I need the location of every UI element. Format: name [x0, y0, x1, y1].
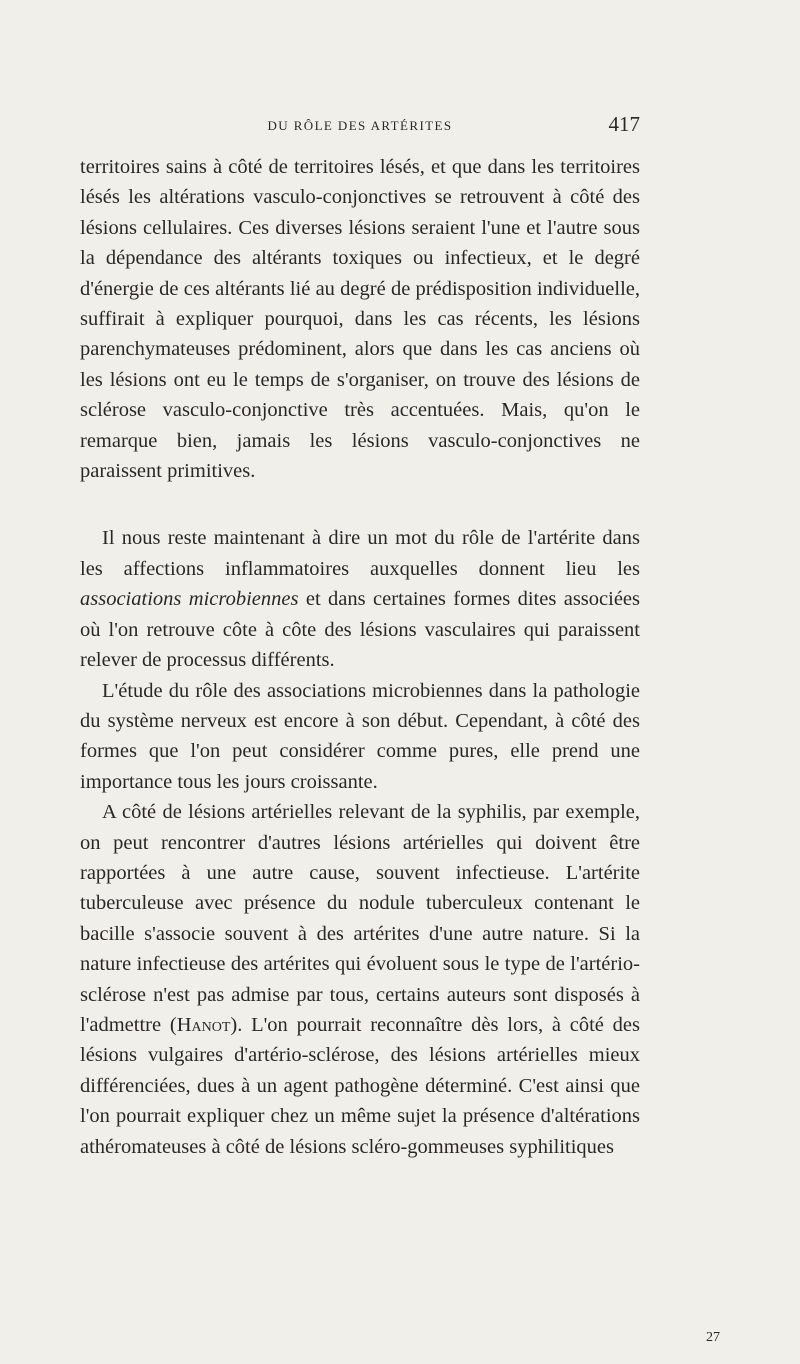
author-name: Hanot — [176, 1013, 231, 1036]
paragraph-4-text-a: A côté de lésions artérielles relevant de la syphilis, par exemple, on peut rencontrer d'autres lésions artérielles qui doivent être rapportées à une autre cause, souvent infectieuse. L'artérite tuberculeuse avec présence du nodule tuberculeux contenant le bacille s'associe souvent à des artérites d'une autre nature. Si la nature infectieuse des artérites qui évoluent sous le type de l'artério-sclérose n'est pas admise par tous, certains auteurs sont disposés à l'admettre ( — [80, 801, 640, 1036]
paragraph-2-text-b: et dans certaines formes dites associées où l'on retrouve côte à côte des lésions vasculaires qui paraissent relever de processus différents. — [80, 588, 640, 672]
running-title: DU RÔLE DES ARTÉRITES — [267, 118, 453, 133]
italic-term: associations microbiennes — [80, 588, 299, 611]
paragraph-2-text-a: Il nous reste maintenant à dire un mot du rôle de l'artérite dans les affections inflammatoires auxquelles donnent lieu les — [80, 527, 640, 580]
body-text — [80, 152, 640, 1162]
signature-mark: 27 — [706, 1330, 720, 1345]
page-number: 417 — [608, 112, 640, 136]
paragraph-4 — [80, 797, 640, 1162]
paragraph-3: L'étude du rôle des associations microbiennes dans la pathologie du système nerveux est encore à son début. Cependant, à côté des formes que l'on peut considérer comme pures, elle prend une importance tous les jours croissante. — [80, 679, 640, 793]
running-head — [80, 112, 640, 138]
paragraph-4-text-b: ). L'on pourrait reconnaître dès lors, à côté des lésions vulgaires d'artério-sclérose, des lésions artérielles mieux différenciées, dues à un agent pathogène déterminé. C'est ainsi que l'on pourrait expliquer chez un même sujet la présence d'altérations athéromateuses à côté de lésions scléro-gommeuses syphilitiques — [80, 1013, 640, 1158]
paragraph-1: territoires sains à côté de territoires lésés, et que dans les territoires lésés les altérations vasculo-conjonctives se retrouvent à côté des lésions cellulaires. Ces diverses lésions seraient l'une et l'autre sous la dépendance des altérants toxiques ou infectieux, et le degré d'énergie de ces altérants lié au degré de prédisposition individuelle, suffirait à expliquer pourquoi, dans les cas récents, les lésions parenchymateuses prédominent, alors que dans les cas anciens où les lésions ont eu le temps de s'organiser, on trouve des lésions de sclérose vasculo-conjonctive très accentuées. Mais, qu'on le remarque bien, jamais les lésions vasculo-conjonctives ne paraissent primitives. — [80, 156, 640, 483]
paragraph-2 — [80, 523, 640, 675]
